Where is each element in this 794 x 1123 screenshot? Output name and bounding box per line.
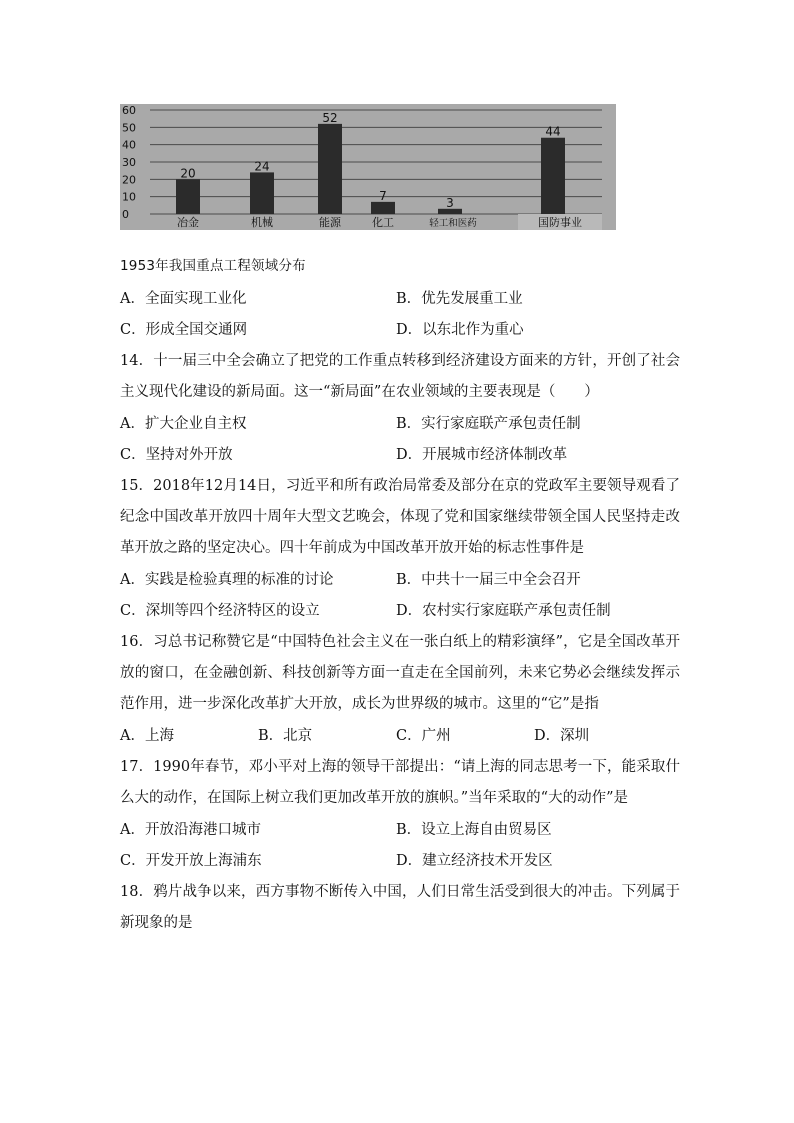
chart-caption: 1953年我国重点工程领域分布 (120, 258, 306, 274)
q14-option-c[interactable]: C．坚持对外开放 (120, 447, 233, 463)
q15-option-c[interactable]: C．深圳等四个经济特区的设立 (120, 603, 320, 619)
bar-1 (176, 179, 200, 214)
y-tick-label: 50 (122, 121, 136, 135)
q13-options-row-1 (120, 284, 680, 315)
y-tick-label: 10 (122, 190, 136, 204)
chart-svg (120, 104, 616, 230)
q13-option-a[interactable]: A．全面实现工业化 (120, 291, 247, 307)
q14-option-a[interactable]: A．扩大企业自主权 (120, 416, 247, 432)
bar-2 (250, 172, 274, 214)
y-tick-label: 20 (122, 173, 136, 187)
y-tick-label: 60 (122, 104, 136, 117)
q16-option-b[interactable]: B．北京 (258, 728, 313, 744)
q15-stem: 15．2018年12月14日，习近平和所有政治局常委及部分在京的党政军主要领导观看了纪念中国改革开放四十周年大型文艺晚会，体现了党和国家继续带领全国人民坚持走改革开放之路的坚定决心。四十年前成为中国改革开放开始的标志性事件是 (120, 478, 680, 556)
category-label: 国防事业 (538, 216, 582, 229)
q14-stem: 14．十一届三中全会确立了把党的工作重点转移到经济建设方面来的方针，开创了社会主义现代化建设的新局面。这一“新局面”在农业领域的主要表现是（ ） (120, 353, 680, 400)
y-tick-label: 0 (122, 208, 129, 221)
q16-option-d[interactable]: D．深圳 (534, 728, 590, 744)
q17-options-row-2 (120, 846, 680, 877)
q14-options-row-1 (120, 409, 680, 440)
q15-options-row-1 (120, 565, 680, 596)
q17-option-d[interactable]: D．建立经济技术开发区 (396, 853, 553, 869)
q17-stem: 17．1990年春节，邓小平对上海的领导干部提出：“请上海的同志思考一下，能采取什么大的动作，在国际上树立我们更加改革开放的旗帜。”当年采取的“大的动作”是 (120, 759, 680, 806)
bar-3 (318, 124, 342, 214)
category-label: 轻工和医药 (429, 218, 477, 229)
category-label: 冶金 (177, 216, 199, 229)
y-tick-label: 40 (122, 138, 136, 152)
q16-stem: 16．习总书记称赞它是“中国特色社会主义在一张白纸上的精彩演绎”，它是全国改革开放的窗口，在金融创新、科技创新等方面一直走在全国前列，未来它势必会继续发挥示范作用，进一步深化改革扩大开放，成长为世界级的城市。这里的“它”是指 (120, 634, 680, 712)
q18-stem: 18．鸦片战争以来，西方事物不断传入中国，人们日常生活受到很大的冲击。下列属于新现象的是 (120, 884, 680, 931)
q17-option-a[interactable]: A．开放沿海港口城市 (120, 822, 261, 838)
q13-option-b[interactable]: B．优先发展重工业 (396, 291, 523, 307)
q15-options-row-2 (120, 596, 680, 627)
q13-options-row-2 (120, 315, 680, 346)
q17-option-b[interactable]: B．设立上海自由贸易区 (396, 822, 552, 838)
bar-4 (371, 202, 395, 214)
q13-option-d[interactable]: D．以东北作为重心 (396, 322, 524, 338)
q15-option-d[interactable]: D．农村实行家庭联产承包责任制 (396, 603, 611, 619)
bar-chart (120, 104, 616, 230)
q13-option-c[interactable]: C．形成全国交通网 (120, 322, 248, 338)
category-label: 化工 (372, 216, 394, 229)
data-label: 44 (545, 124, 561, 139)
q14-option-b[interactable]: B．实行家庭联产承包责任制 (396, 416, 581, 432)
data-label: 24 (254, 159, 270, 174)
q15-option-a[interactable]: A．实践是检验真理的标准的讨论 (120, 572, 334, 588)
q17-options-row-1 (120, 815, 680, 846)
q17-option-c[interactable]: C．开发开放上海浦东 (120, 853, 262, 869)
q16-option-a[interactable]: A．上海 (120, 728, 174, 744)
data-label: 20 (180, 166, 196, 181)
q16-option-c[interactable]: C．广州 (396, 728, 451, 744)
data-label: 52 (322, 110, 338, 125)
q14-option-d[interactable]: D．开展城市经济体制改革 (396, 447, 568, 463)
data-label: 3 (446, 195, 454, 210)
bar-6 (541, 138, 565, 214)
q14-options-row-2 (120, 440, 680, 471)
y-tick-label: 30 (122, 156, 136, 169)
category-label: 机械 (251, 216, 273, 229)
data-label: 7 (379, 188, 387, 203)
category-label: 能源 (319, 216, 341, 229)
q15-option-b[interactable]: B．中共十一届三中全会召开 (396, 572, 581, 588)
q16-options-row (120, 721, 680, 752)
